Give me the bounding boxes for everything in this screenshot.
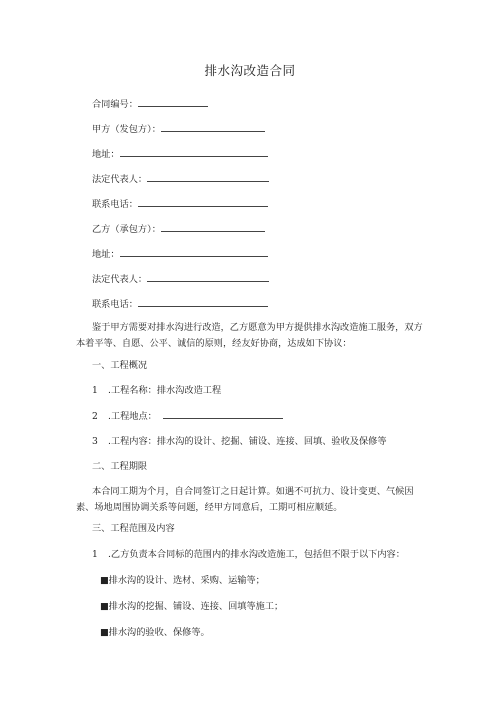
field-label: 联系电话： — [92, 299, 138, 310]
schedule-paragraph: 本合同工期为个月，自合同签订之日起计算。如遇不可抗力、设计变更、气候因素、场地周围协调关系等问题，经甲方同意后，工期可相应顺延。 — [76, 486, 414, 513]
item-text: .工程地点： — [108, 411, 157, 422]
party-b-representative-field — [92, 273, 269, 286]
intro-paragraph: 鉴于甲方需要对排水沟进行改造，乙方愿意为甲方提供排水沟改造施工服务，双方本着平等、自愿、公平、诚信的原则，经友好协商，达成如下协议： — [76, 322, 423, 349]
section-heading: 二、工程期限 — [92, 461, 148, 472]
party-a-field — [92, 123, 265, 136]
blank-line — [161, 123, 265, 132]
field-label: 法定代表人： — [92, 174, 148, 185]
party-a-address-field — [92, 148, 268, 161]
field-label: 合同编号： — [92, 99, 138, 110]
party-b-phone-field — [92, 298, 268, 311]
section-heading: 三、工程范围及内容 — [92, 523, 175, 534]
field-label: 法定代表人： — [92, 274, 148, 285]
item-text: .乙方负责本合同标的范围内的排水沟改造施工，包括但不限于以下内容： — [108, 549, 405, 560]
blank-line — [138, 98, 208, 107]
document-title: 排水沟改造合同 — [204, 63, 296, 78]
field-label: 地址： — [92, 149, 120, 160]
field-label: 地址： — [92, 249, 120, 260]
item-text: .工程名称：排水沟改造工程 — [108, 385, 222, 396]
blank-line — [138, 298, 268, 307]
blank-line — [163, 410, 283, 419]
item-text: .工程内容：排水沟的设计、挖掘、铺设、连接、回填、验收及保修等 — [108, 436, 387, 447]
field-label: 甲方（发包方）： — [92, 124, 161, 135]
list-item: ■排水沟的设计、选材、采购、运输等； — [100, 575, 265, 586]
blank-line — [161, 223, 265, 232]
field-label: 乙方（承包方）： — [92, 224, 161, 235]
party-b-address-field — [92, 248, 268, 261]
scope-item — [92, 549, 405, 561]
item-number: 3 — [92, 436, 98, 447]
contract-number-field — [92, 98, 208, 111]
blank-line — [147, 173, 269, 182]
blank-line — [138, 198, 268, 207]
blank-line — [120, 148, 268, 157]
blank-line — [147, 273, 269, 282]
project-name-item — [92, 385, 221, 397]
party-b-field — [92, 223, 265, 236]
project-location-item — [92, 410, 283, 423]
list-item: ■排水沟的验收、保修等。 — [100, 627, 210, 638]
party-a-representative-field — [92, 173, 269, 186]
list-item: ■排水沟的挖掘、铺设、连接、回填等施工； — [100, 601, 284, 612]
project-content-item — [92, 436, 387, 448]
field-label: 联系电话： — [92, 199, 138, 210]
section-heading: 一、工程概况 — [92, 360, 148, 371]
blank-line — [120, 248, 268, 257]
party-a-phone-field — [92, 198, 268, 211]
item-number: 2 — [92, 411, 98, 422]
item-number: 1 — [92, 385, 98, 396]
item-number: 1 — [92, 549, 98, 560]
